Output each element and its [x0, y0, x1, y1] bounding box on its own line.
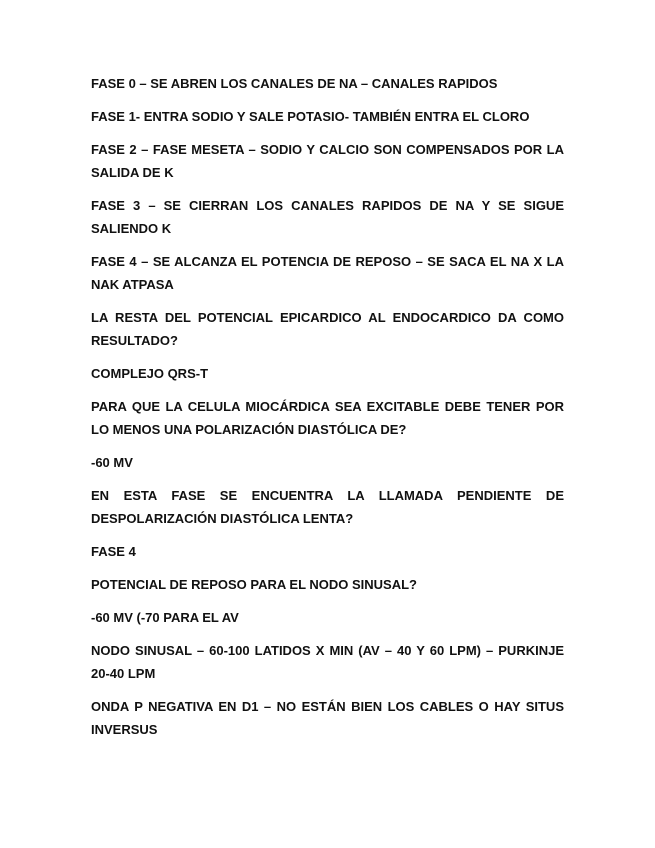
document-page	[91, 72, 564, 751]
question-celula-excitable: PARA QUE LA CELULA MIOCÁRDICA SEA EXCITABLE DEBE TENER POR LO MENOS UNA POLARIZACIÓN DIASTÓLICA DE?	[91, 399, 564, 437]
paragraph-fase-3: FASE 3 – SE CIERRAN LOS CANALES RAPIDOS DE NA Y SE SIGUE SALIENDO K	[91, 198, 564, 236]
paragraph-fase-1: FASE 1- ENTRA SODIO Y SALE POTASIO- TAMBIÉN ENTRA EL CLORO	[91, 109, 530, 124]
paragraph-fase-2: FASE 2 – FASE MESETA – SODIO Y CALCIO SON COMPENSADOS POR LA SALIDA DE K	[91, 142, 564, 180]
answer-complejo-qrs-t: COMPLEJO QRS-T	[91, 366, 209, 381]
answer-fase-4: FASE 4	[91, 544, 136, 559]
paragraph-onda-p: ONDA P NEGATIVA EN D1 – NO ESTÁN BIEN LOS CABLES O HAY SITUS INVERSUS	[91, 699, 564, 737]
question-potencial-reposo-nodo: POTENCIAL DE REPOSO PARA EL NODO SINUSAL?	[91, 577, 417, 592]
paragraph-fase-0: FASE 0 – SE ABREN LOS CANALES DE NA – CANALES RAPIDOS	[91, 76, 498, 91]
paragraph-fase-4: FASE 4 – SE ALCANZA EL POTENCIA DE REPOSO – SE SACA EL NA X LA NAK ATPASA	[91, 254, 564, 292]
question-pendiente-despolarizacion: EN ESTA FASE SE ENCUENTRA LA LLAMADA PENDIENTE DE DESPOLARIZACIÓN DIASTÓLICA LENTA?	[91, 488, 564, 526]
question-potencial-epicardico: LA RESTA DEL POTENCIAL EPICARDICO AL ENDOCARDICO DA COMO RESULTADO?	[91, 310, 564, 348]
answer-60-mv-av: -60 MV (-70 PARA EL AV	[91, 610, 239, 625]
paragraph-nodo-sinusal: NODO SINUSAL – 60-100 LATIDOS X MIN (AV – 40 Y 60 LPM) – PURKINJE 20-40 LPM	[91, 643, 564, 681]
answer-60-mv: -60 MV	[91, 455, 133, 470]
